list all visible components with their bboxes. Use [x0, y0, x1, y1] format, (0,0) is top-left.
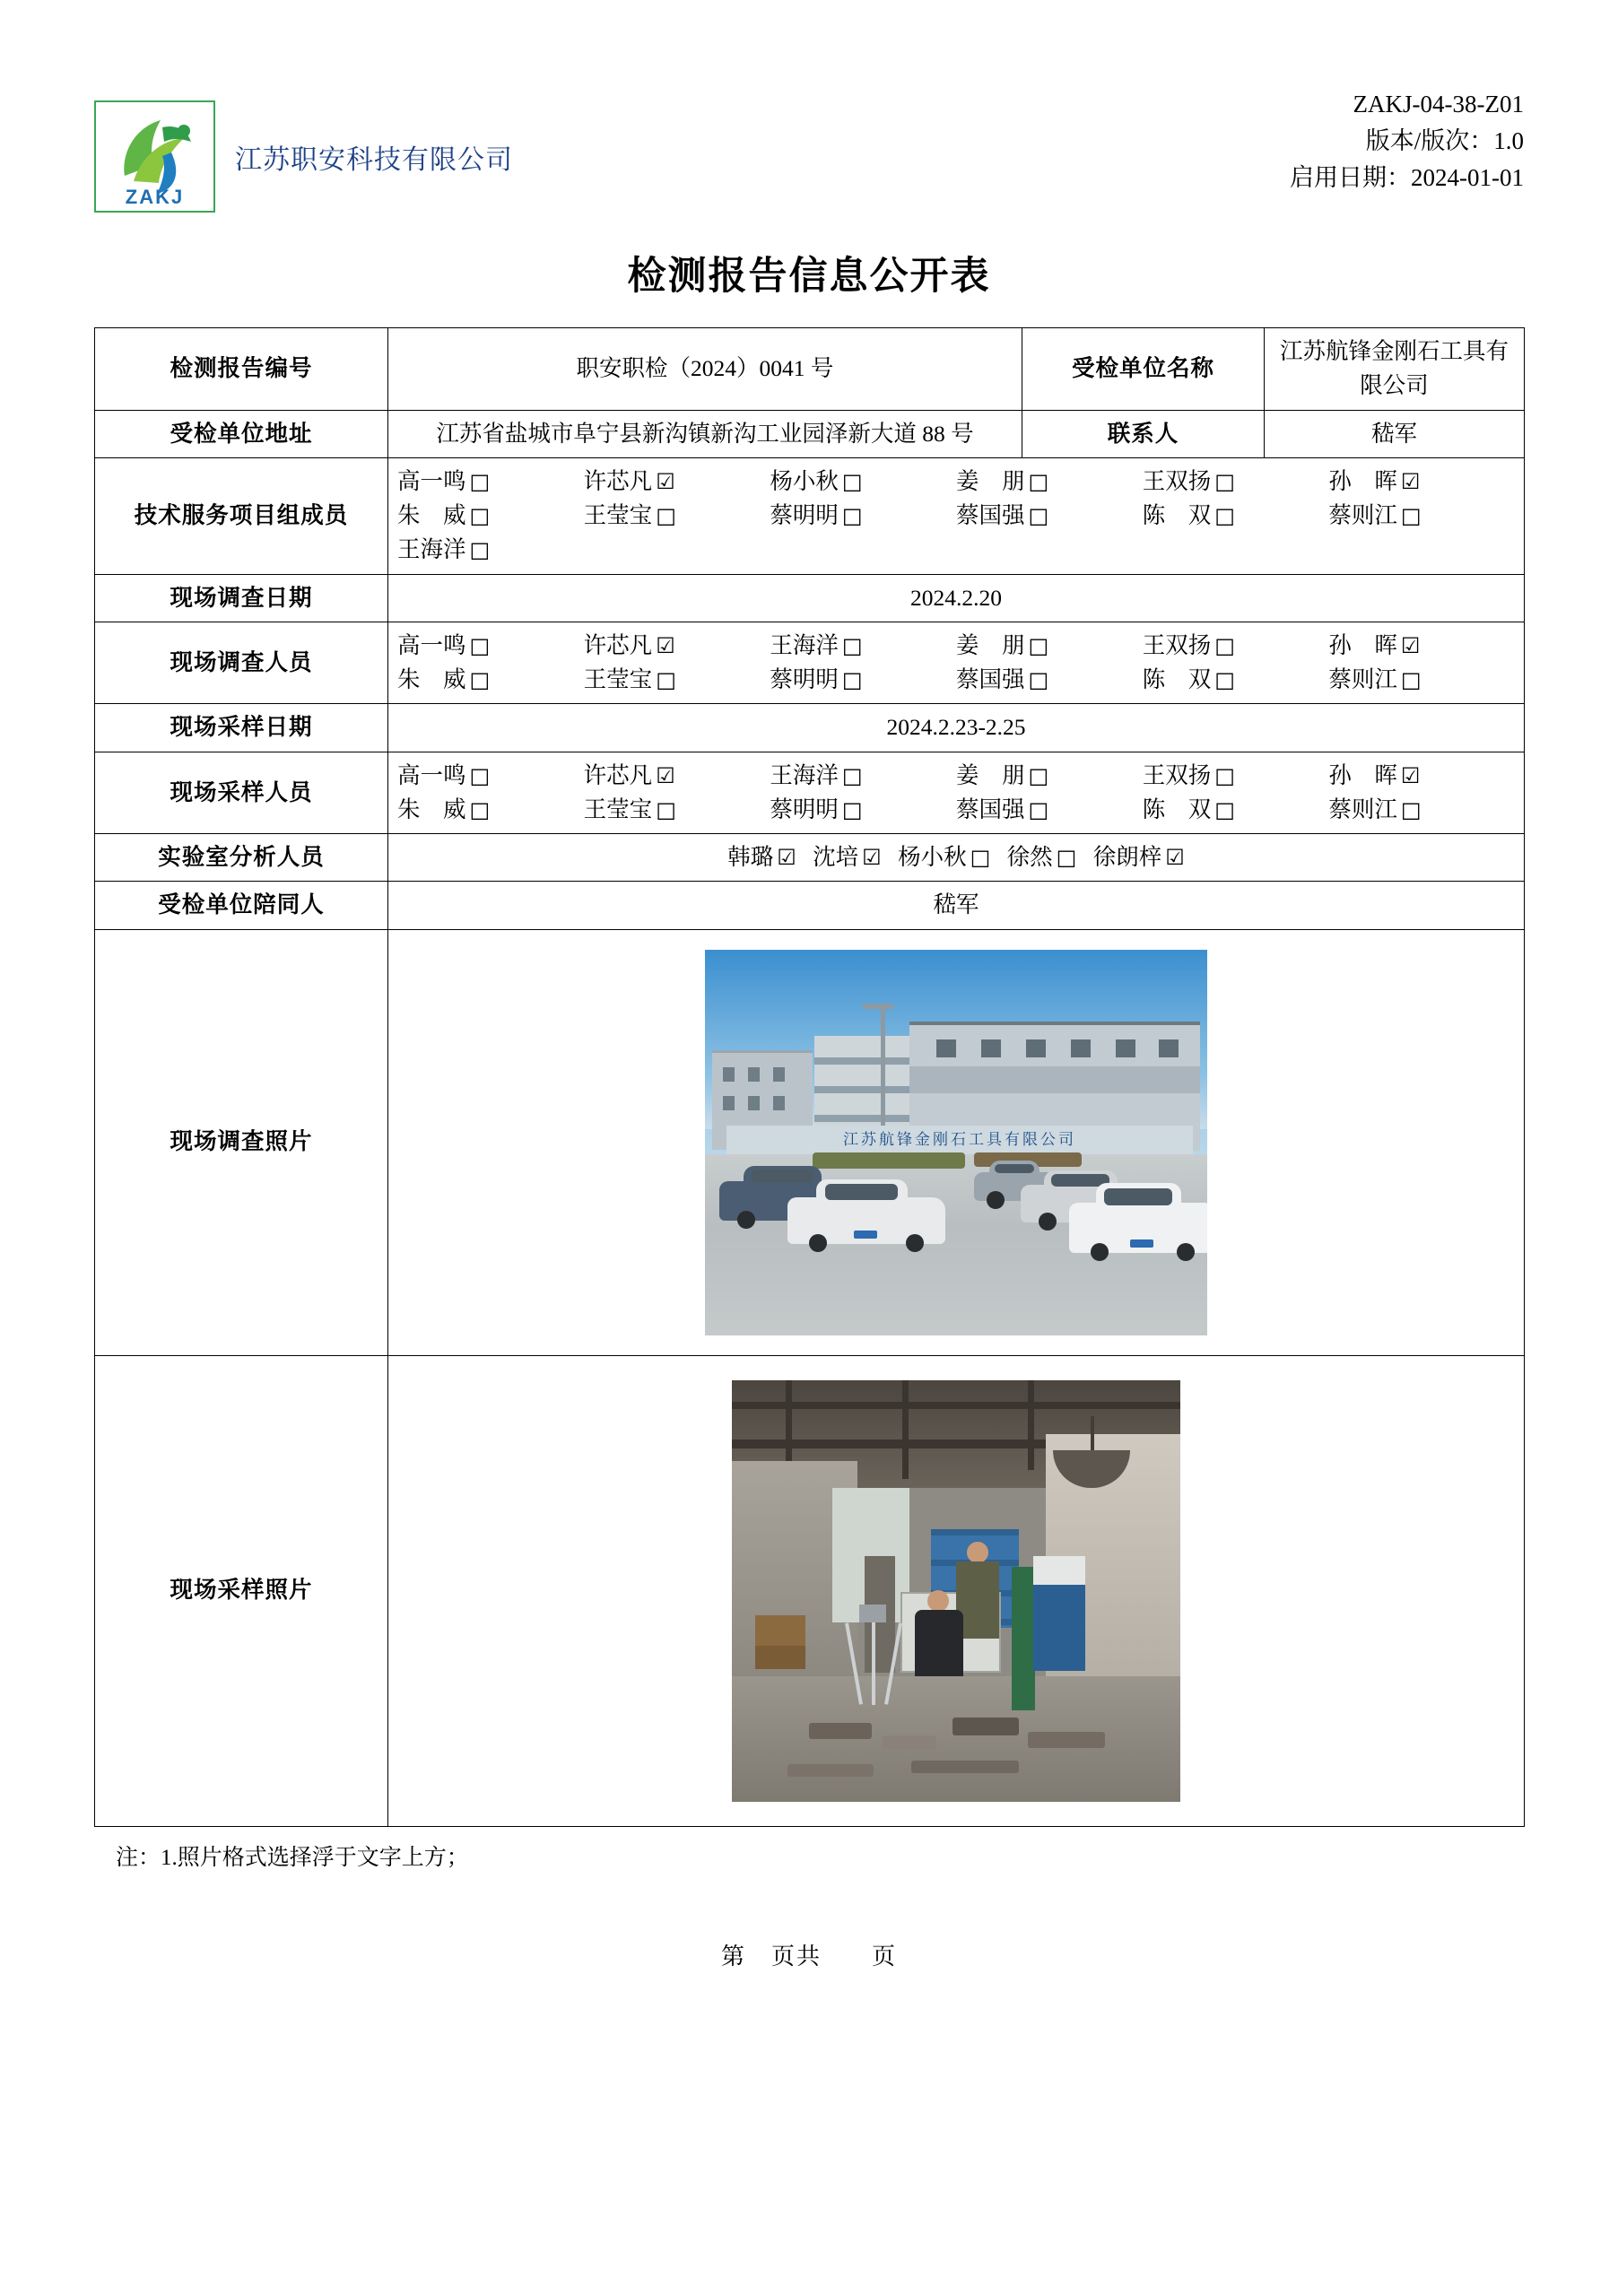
- table-row-sampling-photo: [95, 1355, 1525, 1826]
- label-sampling-photo: 现场采样照片: [95, 1355, 388, 1826]
- label-contact: 联系人: [1022, 410, 1265, 457]
- team-member-2[interactable]: 杨小秋 □: [770, 467, 863, 494]
- page-number: 第 页共 页: [720, 1943, 897, 1970]
- checkbox-survey-staff-9[interactable]: □: [1028, 667, 1049, 693]
- table-row-survey-date: [95, 574, 1525, 622]
- team-member-11[interactable]: 蔡则江 □: [1328, 502, 1422, 529]
- value-client-name: 江苏航锋金刚石工具有限公司: [1265, 328, 1525, 411]
- team-member-0[interactable]: 高一鸣 □: [397, 467, 491, 494]
- label-client-escort: 受检单位陪同人: [95, 882, 388, 929]
- checkbox-survey-staff-6[interactable]: □: [469, 667, 491, 693]
- survey-staff-row-1: [397, 629, 1515, 663]
- checkbox-team-member-8[interactable]: □: [841, 503, 863, 529]
- label-report-no: 检测报告编号: [95, 328, 388, 411]
- survey-staff-5[interactable]: 孙 晖 ☑: [1328, 631, 1421, 658]
- team-member-5[interactable]: 孙 晖 ☑: [1328, 467, 1421, 494]
- checkbox-survey-staff-1[interactable]: ☑: [656, 632, 675, 658]
- table-row-sampling-date: [95, 704, 1525, 752]
- logo-wordmark: ZAKJ: [125, 186, 185, 208]
- team-members-row-3: [397, 533, 1515, 567]
- survey-staff-0[interactable]: 高一鸣 □: [397, 631, 491, 658]
- value-client-escort: 嵇军: [388, 882, 1525, 929]
- checkbox-team-member-11[interactable]: □: [1400, 503, 1422, 529]
- sampling-staff-6[interactable]: 朱 威 □: [397, 796, 491, 822]
- sampling-staff-7[interactable]: 王莹宝 □: [583, 796, 676, 822]
- checkbox-team-member-6[interactable]: □: [469, 503, 491, 529]
- checkbox-team-member-0[interactable]: □: [469, 468, 491, 494]
- table-row-survey-photo: [95, 929, 1525, 1355]
- checkbox-lab-analyst-0[interactable]: ☑: [777, 845, 796, 870]
- checkbox-sampling-staff-0[interactable]: □: [469, 762, 491, 788]
- team-member-7[interactable]: 王莹宝 □: [583, 502, 676, 529]
- survey-staff-row-2: [397, 663, 1515, 697]
- company-name: 江苏职安科技有限公司: [235, 144, 513, 175]
- value-lab-analysts: [388, 834, 1525, 882]
- survey-staff-4[interactable]: 王双扬 □: [1142, 631, 1235, 658]
- table-row-address: [95, 410, 1525, 457]
- value-survey-staff: [388, 622, 1525, 704]
- value-sampling-staff: [388, 752, 1525, 834]
- page-header: [94, 81, 1524, 215]
- team-member-3[interactable]: 姜 朋 □: [956, 467, 1049, 494]
- checkbox-sampling-staff-4[interactable]: □: [1214, 762, 1235, 788]
- sampling-staff-8[interactable]: 蔡明明 □: [770, 796, 863, 822]
- checkbox-team-member-4[interactable]: □: [1214, 468, 1235, 494]
- lab-analyst-3[interactable]: 徐然 □: [1006, 844, 1077, 870]
- checkbox-team-member-12[interactable]: □: [469, 537, 491, 563]
- checkbox-team-member-5[interactable]: ☑: [1400, 468, 1421, 494]
- checkbox-sampling-staff-8[interactable]: □: [841, 796, 863, 822]
- label-client-address: 受检单位地址: [95, 410, 388, 457]
- checkbox-survey-staff-3[interactable]: □: [1028, 632, 1049, 658]
- team-member-4[interactable]: 王双扬 □: [1142, 467, 1235, 494]
- sampling-photo-image: [732, 1380, 1180, 1802]
- checkbox-team-member-1[interactable]: ☑: [656, 468, 675, 494]
- lab-analyst-2[interactable]: 杨小秋 □: [898, 844, 991, 870]
- survey-staff-10[interactable]: 陈 双 □: [1142, 666, 1235, 693]
- checkbox-sampling-staff-2[interactable]: □: [841, 762, 863, 788]
- checkbox-lab-analyst-1[interactable]: ☑: [862, 845, 882, 870]
- value-client-address: 江苏省盐城市阜宁县新沟镇新沟工业园泽新大道 88 号: [388, 410, 1022, 457]
- sampling-staff-0[interactable]: 高一鸣 □: [397, 761, 491, 788]
- checkbox-team-member-10[interactable]: □: [1214, 503, 1235, 529]
- doc-version: 版本/版次：1.0: [1365, 127, 1524, 155]
- checkbox-lab-analyst-2[interactable]: □: [970, 845, 991, 870]
- survey-staff-6[interactable]: 朱 威 □: [397, 666, 491, 693]
- label-lab-analysts: 实验室分析人员: [95, 834, 388, 882]
- label-survey-staff: 现场调查人员: [95, 622, 388, 704]
- checkbox-survey-staff-4[interactable]: □: [1214, 632, 1235, 658]
- team-member-10[interactable]: 陈 双 □: [1142, 502, 1235, 529]
- label-team-members: 技术服务项目组成员: [95, 457, 388, 574]
- checkbox-team-member-9[interactable]: □: [1028, 503, 1049, 529]
- sampling-staff-3[interactable]: 姜 朋 □: [956, 761, 1049, 788]
- checkbox-lab-analyst-4[interactable]: ☑: [1165, 845, 1185, 870]
- checkbox-sampling-staff-3[interactable]: □: [1028, 762, 1049, 788]
- lab-analyst-0[interactable]: 韩璐 ☑: [727, 844, 796, 870]
- lab-analyst-4[interactable]: 徐朗梓 ☑: [1092, 844, 1185, 870]
- label-client-name: 受检单位名称: [1022, 328, 1265, 411]
- value-survey-date: 2024.2.20: [388, 574, 1525, 622]
- survey-photo-sign-text: 江苏航锋金刚石工具有限公司: [726, 1126, 1193, 1154]
- survey-photo-image: [705, 950, 1207, 1335]
- sampling-staff-1[interactable]: 许芯凡 ☑: [583, 761, 675, 788]
- team-member-9[interactable]: 蔡国强 □: [956, 502, 1049, 529]
- survey-staff-1[interactable]: 许芯凡 ☑: [583, 631, 675, 658]
- checkbox-sampling-staff-10[interactable]: □: [1214, 796, 1235, 822]
- table-row-sampling-staff: [95, 752, 1525, 834]
- survey-staff-11[interactable]: 蔡则江 □: [1328, 666, 1422, 693]
- sampling-staff-9[interactable]: 蔡国强 □: [956, 796, 1049, 822]
- checkbox-sampling-staff-7[interactable]: □: [656, 796, 676, 822]
- checkbox-survey-staff-7[interactable]: □: [656, 667, 676, 693]
- checkbox-sampling-staff-5[interactable]: ☑: [1400, 762, 1421, 788]
- footer-note: 注：1.照片格式选择浮于文字上方；: [116, 1845, 469, 1870]
- survey-staff-9[interactable]: 蔡国强 □: [956, 666, 1049, 693]
- team-member-1[interactable]: 许芯凡 ☑: [583, 467, 675, 494]
- cell-sampling-photo: [388, 1355, 1525, 1826]
- brand-block: [94, 81, 513, 213]
- lab-analyst-1[interactable]: 沈培 ☑: [813, 844, 882, 870]
- sampling-staff-row-1: [397, 759, 1515, 793]
- survey-staff-3[interactable]: 姜 朋 □: [956, 631, 1049, 658]
- checkbox-sampling-staff-6[interactable]: □: [469, 796, 491, 822]
- table-row-team-members: [95, 457, 1525, 574]
- team-member-8[interactable]: 蔡明明 □: [770, 502, 863, 529]
- team-members-row-2: [397, 499, 1515, 533]
- label-sampling-staff: 现场采样人员: [95, 752, 388, 834]
- sampling-staff-11[interactable]: 蔡则江 □: [1328, 796, 1422, 822]
- sampling-staff-row-2: [397, 793, 1515, 827]
- sampling-staff-5[interactable]: 孙 晖 ☑: [1328, 761, 1421, 788]
- checkbox-team-member-7[interactable]: □: [656, 503, 676, 529]
- doc-effective-date: 启用日期：2024-01-01: [1290, 164, 1524, 192]
- table-row-lab-analysts: [95, 834, 1525, 882]
- doc-code: ZAKJ-04-38-Z01: [1353, 91, 1524, 117]
- team-member-6[interactable]: 朱 威 □: [397, 502, 491, 529]
- checkbox-survey-staff-2[interactable]: □: [841, 632, 863, 658]
- team-member-12[interactable]: 王海洋 □: [397, 536, 491, 563]
- survey-staff-2[interactable]: 王海洋 □: [770, 631, 863, 658]
- checkbox-team-member-3[interactable]: □: [1028, 468, 1049, 494]
- checkbox-survey-staff-10[interactable]: □: [1214, 667, 1235, 693]
- sampling-staff-4[interactable]: 王双扬 □: [1142, 761, 1235, 788]
- value-sampling-date: 2024.2.23-2.25: [388, 704, 1525, 752]
- value-report-no: 职安职检（2024）0041 号: [388, 328, 1022, 411]
- checkbox-survey-staff-8[interactable]: □: [841, 667, 863, 693]
- label-sampling-date: 现场采样日期: [95, 704, 388, 752]
- value-team-members: [388, 457, 1525, 574]
- label-survey-photo: 现场调查照片: [95, 929, 388, 1355]
- checkbox-survey-staff-5[interactable]: ☑: [1400, 632, 1421, 658]
- document-meta: [1290, 81, 1524, 196]
- table-row-client-escort: [95, 882, 1525, 929]
- label-survey-date: 现场调查日期: [95, 574, 388, 622]
- checkbox-lab-analyst-3[interactable]: □: [1056, 845, 1077, 870]
- cell-survey-photo: [388, 929, 1525, 1355]
- team-members-row-1: [397, 465, 1515, 499]
- checkbox-sampling-staff-1[interactable]: ☑: [656, 762, 675, 788]
- worker-seated: [915, 1590, 963, 1676]
- report-info-table: [94, 327, 1525, 1827]
- checkbox-survey-staff-0[interactable]: □: [469, 632, 491, 658]
- checkbox-sampling-staff-9[interactable]: □: [1028, 796, 1049, 822]
- table-row-report-no: [95, 328, 1525, 411]
- value-contact: 嵇军: [1265, 410, 1525, 457]
- table-row-survey-staff: [95, 622, 1525, 704]
- checkbox-team-member-2[interactable]: □: [841, 468, 863, 494]
- sampling-staff-2[interactable]: 王海洋 □: [770, 761, 863, 788]
- sampling-tripod: [843, 1605, 902, 1705]
- sampling-staff-10[interactable]: 陈 双 □: [1142, 796, 1235, 822]
- page-title: 检测报告信息公开表: [627, 256, 991, 298]
- company-logo-icon: [94, 100, 215, 213]
- checkbox-survey-staff-11[interactable]: □: [1400, 667, 1422, 693]
- checkbox-sampling-staff-11[interactable]: □: [1400, 796, 1422, 822]
- survey-staff-7[interactable]: 王莹宝 □: [583, 666, 676, 693]
- survey-staff-8[interactable]: 蔡明明 □: [770, 666, 863, 693]
